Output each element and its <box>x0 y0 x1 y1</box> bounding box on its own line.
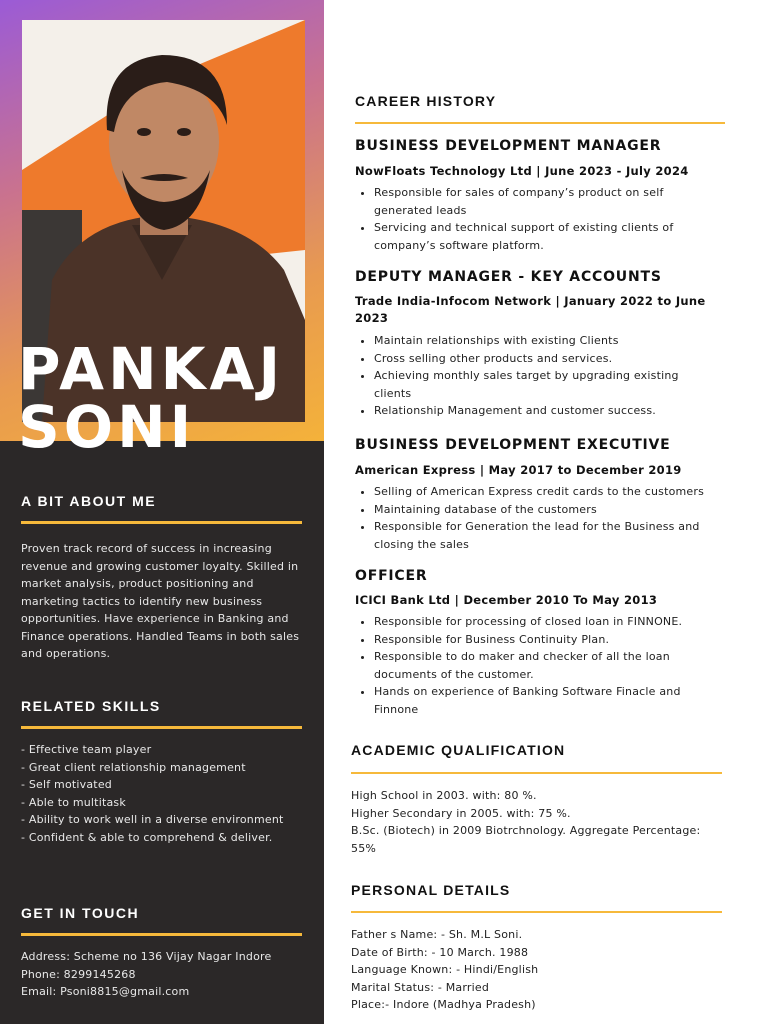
job-bullet: • Hands on experience of Banking Software Finacle and Finnone <box>374 683 714 718</box>
first-name: PANKAJ <box>18 335 285 403</box>
personal-heading: PERSONAL DETAILS <box>351 882 511 898</box>
skill-item: - Great client relationship management <box>21 760 246 774</box>
career-heading: CAREER HISTORY <box>355 93 497 109</box>
job-title: BUSINESS DEVELOPMENT MANAGER <box>355 138 662 154</box>
personal-item: Father s Name: - Sh. M.L Soni. <box>351 928 523 941</box>
last-name: SONI <box>18 393 196 461</box>
contact-phone[interactable]: Phone: 8299145268 <box>21 967 136 981</box>
job-bullet: • Maintain relationships with existing Clients <box>374 332 714 350</box>
job-bullet: • Responsible for Generation the lead for the Business and closing the sales <box>374 518 729 553</box>
personal-item: Marital Status: - Married <box>351 980 490 994</box>
candidate-name <box>18 335 285 461</box>
job-bullet: • Cross selling other products and services. <box>374 350 714 368</box>
about-text: Proven track record of success in increasing revenue and growing customer loyalty. Skilled in market analysis, product positioning and marketing tactics to identify new business opportunities. Have experience in Banking and Finance operations. Handled Teams in both sales and operations. <box>21 542 300 660</box>
academic-divider <box>351 772 722 774</box>
skill-item: - Able to multitask <box>21 795 126 809</box>
academic-item: B.Sc. (Biotech) in 2009 Biotrchnology. Aggregate Percentage: 55% <box>351 824 701 855</box>
job-company: ICICI Bank Ltd | December 2010 To May 2013 <box>355 593 658 607</box>
personal-divider <box>351 911 722 913</box>
skill-item: - Confident & able to comprehend & deliver. <box>21 830 273 844</box>
job-bullet: • Selling of American Express credit cards to the customers <box>374 483 729 501</box>
skills-section <box>21 698 302 846</box>
contact-email[interactable]: Email: Psoni8815@gmail.com <box>21 985 190 998</box>
contact-section <box>21 905 302 1001</box>
personal-list <box>351 926 726 1014</box>
job-bullet: • Responsible for processing of closed loan in FINNONE. <box>374 613 714 631</box>
job-company: American Express | May 2017 to December 2019 <box>355 463 682 477</box>
job-company: NowFloats Technology Ltd | June 2023 - July 2024 <box>355 164 689 178</box>
skill-item: - Self motivated <box>21 778 112 791</box>
job-bullets <box>355 483 729 553</box>
academic-list <box>351 787 726 857</box>
job-title: BUSINESS DEVELOPMENT EXECUTIVE <box>355 437 671 453</box>
skills-divider <box>21 726 302 729</box>
job-bullet: • Responsible for sales of company’s product on self generated leads <box>374 184 714 219</box>
skill-item: - Effective team player <box>21 743 152 756</box>
job-bullets <box>355 613 714 718</box>
academic-item: Higher Secondary in 2005. with: 75 %. <box>351 806 571 820</box>
academic-item: High School in 2003. with: 80 %. <box>351 789 537 802</box>
job-bullet: • Servicing and technical support of existing clients of company’s software platform. <box>374 219 714 254</box>
job-bullet: • Responsible to do maker and checker of all the loan documents of the customer. <box>374 648 714 683</box>
personal-item: Language Known: - Hindi/English <box>351 963 539 976</box>
job-bullet: • Relationship Management and customer success. <box>374 402 714 420</box>
job-title: DEPUTY MANAGER - KEY ACCOUNTS <box>355 269 662 285</box>
skills-list <box>21 741 302 846</box>
job-title: OFFICER <box>355 568 428 584</box>
job-bullet: • Responsible for Business Continuity Plan. <box>374 631 714 649</box>
skills-heading: RELATED SKILLS <box>21 698 161 714</box>
about-heading: A BIT ABOUT ME <box>21 493 157 509</box>
contact-divider <box>21 933 302 936</box>
job-bullets <box>355 184 714 254</box>
about-divider <box>21 521 302 524</box>
job-bullets <box>355 332 714 420</box>
job-company: Trade India-Infocom Network | January 2022 to June 2023 <box>355 294 706 325</box>
contact-heading: GET IN TOUCH <box>21 905 140 921</box>
personal-item: Date of Birth: - 10 March. 1988 <box>351 945 529 959</box>
about-section <box>21 493 302 663</box>
personal-item: Place:- Indore (Madhya Pradesh) <box>351 998 536 1011</box>
skill-item: - Ability to work well in a diverse environment <box>21 813 284 826</box>
academic-heading: ACADEMIC QUALIFICATION <box>351 742 566 758</box>
job-bullet: • Maintaining database of the customers <box>374 501 729 519</box>
career-divider <box>355 122 725 124</box>
job-bullet: • Achieving monthly sales target by upgrading existing clients <box>374 367 714 402</box>
contact-address: Address: Scheme no 136 Vijay Nagar Indore <box>21 950 272 963</box>
